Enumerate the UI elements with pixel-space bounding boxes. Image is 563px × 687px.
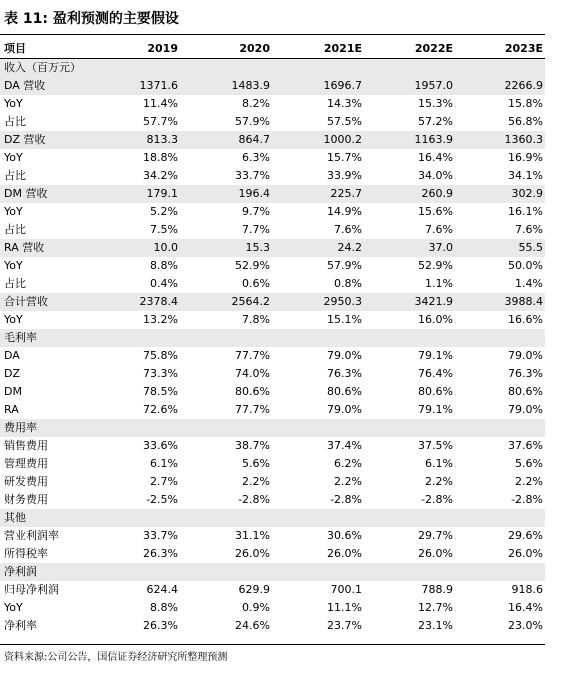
table-cell: 80.6% bbox=[235, 385, 270, 398]
table-cell: 0.6% bbox=[242, 277, 270, 290]
table-cell: 23.7% bbox=[327, 619, 362, 632]
row-label: DM 营收 bbox=[4, 187, 48, 200]
table-row bbox=[0, 365, 545, 383]
table-cell: 13.2% bbox=[143, 313, 178, 326]
table-cell bbox=[90, 59, 178, 77]
table-cell: 52.9% bbox=[418, 259, 453, 272]
table-cell bbox=[178, 59, 270, 77]
table-cell: 26.3% bbox=[143, 619, 178, 632]
assumptions-table bbox=[0, 40, 545, 635]
table-cell: 2950.3 bbox=[323, 295, 362, 308]
row-label: 所得税率 bbox=[4, 547, 48, 560]
row-label: YoY bbox=[4, 259, 23, 272]
table-cell: 37.5% bbox=[418, 439, 453, 452]
table-cell: 629.9 bbox=[238, 583, 270, 596]
table-cell: 16.4% bbox=[418, 151, 453, 164]
table-cell: 12.7% bbox=[418, 601, 453, 614]
table-cell: 700.1 bbox=[330, 583, 362, 596]
table-cell: 7.6% bbox=[515, 223, 543, 236]
table-cell: 11.4% bbox=[143, 97, 178, 110]
table-cell: 7.6% bbox=[425, 223, 453, 236]
table-cell: 50.0% bbox=[508, 259, 543, 272]
table-cell: 1483.9 bbox=[231, 79, 270, 92]
table-cell: 0.9% bbox=[242, 601, 270, 614]
table-cell: 260.9 bbox=[421, 187, 453, 200]
row-label: 净利率 bbox=[4, 619, 37, 632]
table-cell bbox=[178, 563, 270, 581]
table-cell: 76.3% bbox=[508, 367, 543, 380]
table-row bbox=[0, 77, 545, 95]
table-cell: 38.7% bbox=[235, 439, 270, 452]
table-cell bbox=[270, 329, 362, 347]
table-cell bbox=[178, 329, 270, 347]
table-cell: 37.6% bbox=[508, 439, 543, 452]
table-cell: 16.1% bbox=[508, 205, 543, 218]
table-cell: 16.0% bbox=[418, 313, 453, 326]
table-cell: 8.8% bbox=[150, 601, 178, 614]
table-cell: 6.3% bbox=[242, 151, 270, 164]
table-cell: 1371.6 bbox=[139, 79, 178, 92]
table-cell: 5.2% bbox=[150, 205, 178, 218]
table-cell: 79.0% bbox=[508, 349, 543, 362]
table-cell: 1.4% bbox=[515, 277, 543, 290]
table-cell bbox=[270, 419, 362, 437]
table-row bbox=[0, 383, 545, 401]
table-cell: 196.4 bbox=[238, 187, 270, 200]
table-cell: 37.4% bbox=[327, 439, 362, 452]
row-label: 营业利润率 bbox=[4, 529, 59, 542]
table-row bbox=[0, 239, 545, 257]
table-cell: 1.1% bbox=[425, 277, 453, 290]
table-cell: 57.2% bbox=[418, 115, 453, 128]
table-row bbox=[0, 599, 545, 617]
table-cell: 74.0% bbox=[235, 367, 270, 380]
table-cell: 15.3% bbox=[418, 97, 453, 110]
row-label: 其他 bbox=[4, 511, 26, 524]
table-cell: 23.0% bbox=[508, 619, 543, 632]
table-row bbox=[0, 131, 545, 149]
table-cell: -2.8% bbox=[421, 493, 453, 506]
table-cell: 6.1% bbox=[150, 457, 178, 470]
table-cell: -2.8% bbox=[330, 493, 362, 506]
table-cell: 80.6% bbox=[418, 385, 453, 398]
table-cell: 0.8% bbox=[334, 277, 362, 290]
table-row bbox=[0, 617, 545, 635]
table-cell: 15.3 bbox=[245, 241, 270, 254]
row-label: YoY bbox=[4, 97, 23, 110]
table-cell: 15.6% bbox=[418, 205, 453, 218]
table-cell: 3421.9 bbox=[414, 295, 453, 308]
table-cell: 225.7 bbox=[330, 187, 362, 200]
table-cell: 34.0% bbox=[418, 169, 453, 182]
table-cell: 77.7% bbox=[235, 403, 270, 416]
table-cell: 6.2% bbox=[334, 457, 362, 470]
table-row bbox=[0, 437, 545, 455]
header-2019: 2019 bbox=[147, 42, 178, 55]
table-cell: 8.2% bbox=[242, 97, 270, 110]
table-cell: 9.7% bbox=[242, 205, 270, 218]
table-cell: 15.7% bbox=[327, 151, 362, 164]
table-cell: 33.7% bbox=[235, 169, 270, 182]
row-label: DA bbox=[4, 349, 20, 362]
table-cell: 79.0% bbox=[327, 349, 362, 362]
table-cell: 10.0 bbox=[153, 241, 178, 254]
table-cell: 34.2% bbox=[143, 169, 178, 182]
table-cell: 52.9% bbox=[235, 259, 270, 272]
table-cell: 2378.4 bbox=[139, 295, 178, 308]
row-label: DZ 营收 bbox=[4, 133, 46, 146]
row-label: YoY bbox=[4, 205, 23, 218]
table-cell: 56.8% bbox=[508, 115, 543, 128]
table-cell: 7.5% bbox=[150, 223, 178, 236]
row-label: 占比 bbox=[4, 115, 26, 128]
header-2022e: 2022E bbox=[414, 42, 453, 55]
header-item: 项目 bbox=[4, 42, 26, 55]
table-cell: 26.0% bbox=[327, 547, 362, 560]
row-label: DM bbox=[4, 385, 22, 398]
row-label: 销售费用 bbox=[4, 439, 48, 452]
table-row bbox=[0, 185, 545, 203]
table-cell: 31.1% bbox=[235, 529, 270, 542]
table-cell: 16.6% bbox=[508, 313, 543, 326]
table-cell: -2.5% bbox=[146, 493, 178, 506]
table-cell: 33.9% bbox=[327, 169, 362, 182]
header-2021e: 2021E bbox=[323, 42, 362, 55]
table-cell: 11.1% bbox=[327, 601, 362, 614]
table-cell: 76.3% bbox=[327, 367, 362, 380]
table-row bbox=[0, 59, 545, 77]
table-row bbox=[0, 311, 545, 329]
table-cell bbox=[453, 59, 543, 77]
row-label: RA bbox=[4, 403, 19, 416]
table-row bbox=[0, 491, 545, 509]
table-cell: 72.6% bbox=[143, 403, 178, 416]
table-cell: 918.6 bbox=[511, 583, 543, 596]
row-label: YoY bbox=[4, 601, 23, 614]
table-row bbox=[0, 275, 545, 293]
table-cell: 2564.2 bbox=[231, 295, 270, 308]
table-cell: 79.1% bbox=[418, 349, 453, 362]
row-label: 费用率 bbox=[4, 421, 37, 434]
table-row bbox=[0, 257, 545, 275]
table-cell bbox=[453, 509, 543, 527]
row-label: 收入（百万元） bbox=[4, 61, 81, 74]
table-cell: -2.8% bbox=[238, 493, 270, 506]
table-cell: 7.6% bbox=[334, 223, 362, 236]
row-label: 占比 bbox=[4, 223, 26, 236]
table-cell: 0.4% bbox=[150, 277, 178, 290]
table-cell bbox=[178, 419, 270, 437]
table-row bbox=[0, 509, 545, 527]
table-cell: 79.1% bbox=[418, 403, 453, 416]
table-title: 表 11: 盈利预测的主要假设 bbox=[4, 11, 179, 27]
table-cell: 7.8% bbox=[242, 313, 270, 326]
row-label: 财务费用 bbox=[4, 493, 48, 506]
row-label: 占比 bbox=[4, 169, 26, 182]
table-row bbox=[0, 581, 545, 599]
table-cell: 1957.0 bbox=[414, 79, 453, 92]
table-cell: 29.6% bbox=[508, 529, 543, 542]
table-cell bbox=[270, 563, 362, 581]
table-cell: 26.0% bbox=[508, 547, 543, 560]
bottom-rule bbox=[0, 644, 545, 645]
table-cell: 2266.9 bbox=[504, 79, 543, 92]
table-cell: 624.4 bbox=[146, 583, 178, 596]
table-cell bbox=[362, 329, 453, 347]
table-cell bbox=[270, 59, 362, 77]
table-cell: 16.9% bbox=[508, 151, 543, 164]
header-2023e: 2023E bbox=[504, 42, 543, 55]
table-cell: 2.2% bbox=[515, 475, 543, 488]
row-label: 合计营收 bbox=[4, 295, 48, 308]
table-cell: 2.2% bbox=[334, 475, 362, 488]
table-cell: 15.1% bbox=[327, 313, 362, 326]
table-cell: 5.6% bbox=[242, 457, 270, 470]
table-cell: 14.9% bbox=[327, 205, 362, 218]
table-row bbox=[0, 545, 545, 563]
table-cell: 34.1% bbox=[508, 169, 543, 182]
table-cell bbox=[362, 563, 453, 581]
table-cell: 864.7 bbox=[238, 133, 270, 146]
table-cell: 8.8% bbox=[150, 259, 178, 272]
table-cell: 77.7% bbox=[235, 349, 270, 362]
row-label: YoY bbox=[4, 313, 23, 326]
table-cell: 179.1 bbox=[146, 187, 178, 200]
table-cell bbox=[362, 509, 453, 527]
table-row bbox=[0, 455, 545, 473]
table-row bbox=[0, 419, 545, 437]
table-cell bbox=[270, 509, 362, 527]
table-row bbox=[0, 563, 545, 581]
table-cell: -2.8% bbox=[511, 493, 543, 506]
table-cell: 79.0% bbox=[327, 403, 362, 416]
table-cell bbox=[90, 509, 178, 527]
table-cell: 30.6% bbox=[327, 529, 362, 542]
table-cell: 75.8% bbox=[143, 349, 178, 362]
table-cell: 57.9% bbox=[327, 259, 362, 272]
table-cell: 23.1% bbox=[418, 619, 453, 632]
table-row bbox=[0, 401, 545, 419]
table-row bbox=[0, 203, 545, 221]
table-cell: 1163.9 bbox=[414, 133, 453, 146]
table-row bbox=[0, 473, 545, 491]
table-cell: 26.0% bbox=[418, 547, 453, 560]
table-row bbox=[0, 293, 545, 311]
table-row bbox=[0, 167, 545, 185]
row-label: 占比 bbox=[4, 277, 26, 290]
table-cell: 302.9 bbox=[511, 187, 543, 200]
table-row bbox=[0, 149, 545, 167]
row-label: YoY bbox=[4, 151, 23, 164]
table-cell: 16.4% bbox=[508, 601, 543, 614]
table-cell: 2.2% bbox=[242, 475, 270, 488]
table-body bbox=[0, 59, 545, 635]
table-row bbox=[0, 95, 545, 113]
table-cell: 55.5 bbox=[518, 241, 543, 254]
table-cell: 2.2% bbox=[425, 475, 453, 488]
row-label: DA 营收 bbox=[4, 79, 46, 92]
table-cell: 6.1% bbox=[425, 457, 453, 470]
table-cell bbox=[453, 563, 543, 581]
table-cell bbox=[362, 419, 453, 437]
table-row bbox=[0, 329, 545, 347]
table-row bbox=[0, 347, 545, 365]
table-cell: 788.9 bbox=[421, 583, 453, 596]
table-cell: 18.8% bbox=[143, 151, 178, 164]
top-rule bbox=[0, 34, 545, 35]
table-cell: 1360.3 bbox=[504, 133, 543, 146]
table-cell: 57.5% bbox=[327, 115, 362, 128]
table-cell: 57.9% bbox=[235, 115, 270, 128]
table-cell bbox=[362, 59, 453, 77]
row-label: 归母净利润 bbox=[4, 583, 59, 596]
table-cell bbox=[453, 329, 543, 347]
table-cell bbox=[453, 419, 543, 437]
table-cell bbox=[178, 509, 270, 527]
table-cell: 3988.4 bbox=[504, 295, 543, 308]
source-note: 资料来源:公司公告，国信证券经济研究所整理预测 bbox=[4, 652, 228, 663]
table-cell: 24.6% bbox=[235, 619, 270, 632]
table-cell: 26.0% bbox=[235, 547, 270, 560]
table-cell: 33.7% bbox=[143, 529, 178, 542]
table-cell: 80.6% bbox=[327, 385, 362, 398]
table-row bbox=[0, 113, 545, 131]
row-label: 研发费用 bbox=[4, 475, 48, 488]
table-row bbox=[0, 221, 545, 239]
row-label: 净利润 bbox=[4, 565, 37, 578]
table-cell bbox=[90, 329, 178, 347]
table-cell: 24.2 bbox=[337, 241, 362, 254]
table-cell: 80.6% bbox=[508, 385, 543, 398]
table-cell: 73.3% bbox=[143, 367, 178, 380]
table-cell: 57.7% bbox=[143, 115, 178, 128]
table-cell: 15.8% bbox=[508, 97, 543, 110]
row-label: 管理费用 bbox=[4, 457, 48, 470]
table-cell: 5.6% bbox=[515, 457, 543, 470]
table-cell: 37.0 bbox=[428, 241, 453, 254]
table-cell bbox=[90, 563, 178, 581]
row-label: RA 营收 bbox=[4, 241, 45, 254]
table-cell: 79.0% bbox=[508, 403, 543, 416]
table-cell: 33.6% bbox=[143, 439, 178, 452]
row-label: DZ bbox=[4, 367, 21, 380]
row-label: 毛利率 bbox=[4, 331, 37, 344]
header-2020: 2020 bbox=[239, 42, 270, 55]
table-cell: 1000.2 bbox=[323, 133, 362, 146]
table-cell: 78.5% bbox=[143, 385, 178, 398]
table-cell: 14.3% bbox=[327, 97, 362, 110]
table-cell bbox=[90, 419, 178, 437]
table-cell: 813.3 bbox=[146, 133, 178, 146]
table-cell: 26.3% bbox=[143, 547, 178, 560]
table-cell: 2.7% bbox=[150, 475, 178, 488]
table-cell: 29.7% bbox=[418, 529, 453, 542]
table-cell: 1696.7 bbox=[323, 79, 362, 92]
table-cell: 7.7% bbox=[242, 223, 270, 236]
table-cell: 76.4% bbox=[418, 367, 453, 380]
table-header-row bbox=[0, 40, 545, 59]
table-row bbox=[0, 527, 545, 545]
